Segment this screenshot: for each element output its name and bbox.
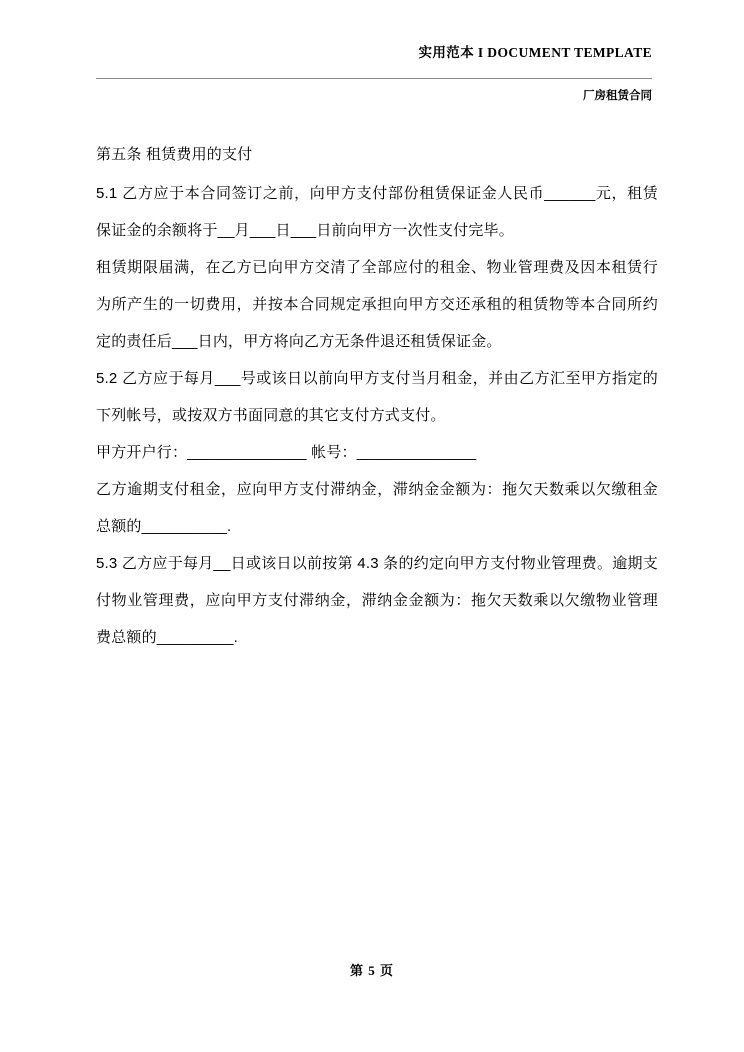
header-subtitle: 厂房租赁合同 bbox=[583, 90, 652, 102]
late-fee-rent-line: 乙方逾期支付租金，应向甲方支付滞纳金，滞纳金金额为：拖欠天数乘以欠缴租金总额的__________. bbox=[96, 481, 658, 535]
page-number: 第 5 页 bbox=[349, 963, 394, 978]
clause-5-1: 5.1 乙方应于本合同签订之前，向甲方支付部份租赁保证金人民币______元，租赁保证金的余额将于__月___日___日前向甲方一次性支付完毕。 bbox=[96, 185, 658, 239]
clause-5-2: 5.2 乙方应于每月___号或该日以前向甲方支付当月租金，并由乙方汇至甲方指定的下列帐号，或按双方书面同意的其它支付方式支付。 bbox=[96, 370, 658, 424]
header-title: 实用范本 I DOCUMENT TEMPLATE bbox=[418, 45, 652, 60]
page-footer bbox=[0, 960, 744, 979]
document-header bbox=[96, 44, 652, 62]
clause-5-1-continued: 租赁期限届满，在乙方已向甲方交清了全部应付的租金、物业管理费及因本租赁行为所产生的一切费用，并按本合同规定承担向甲方交还承租的租赁物等本合同所约定的责任后___日内，甲方将向乙方无条件退还租赁保证金。 bbox=[96, 259, 658, 350]
header-divider bbox=[96, 78, 652, 79]
section-heading: 第五条 租赁费用的支付 bbox=[96, 146, 253, 163]
bank-account-line: 甲方开户行：______________ 帐号：______________ bbox=[96, 444, 477, 461]
clause-5-3: 5.3 乙方应于每月__日或该日以前按第 4.3 条的约定向甲方支付物业管理费。逾期支付物业管理费，应向甲方支付滞纳金，滞纳金金额为：拖欠天数乘以欠缴物业管理费总额的_________. bbox=[96, 555, 658, 646]
document-body bbox=[96, 136, 658, 656]
